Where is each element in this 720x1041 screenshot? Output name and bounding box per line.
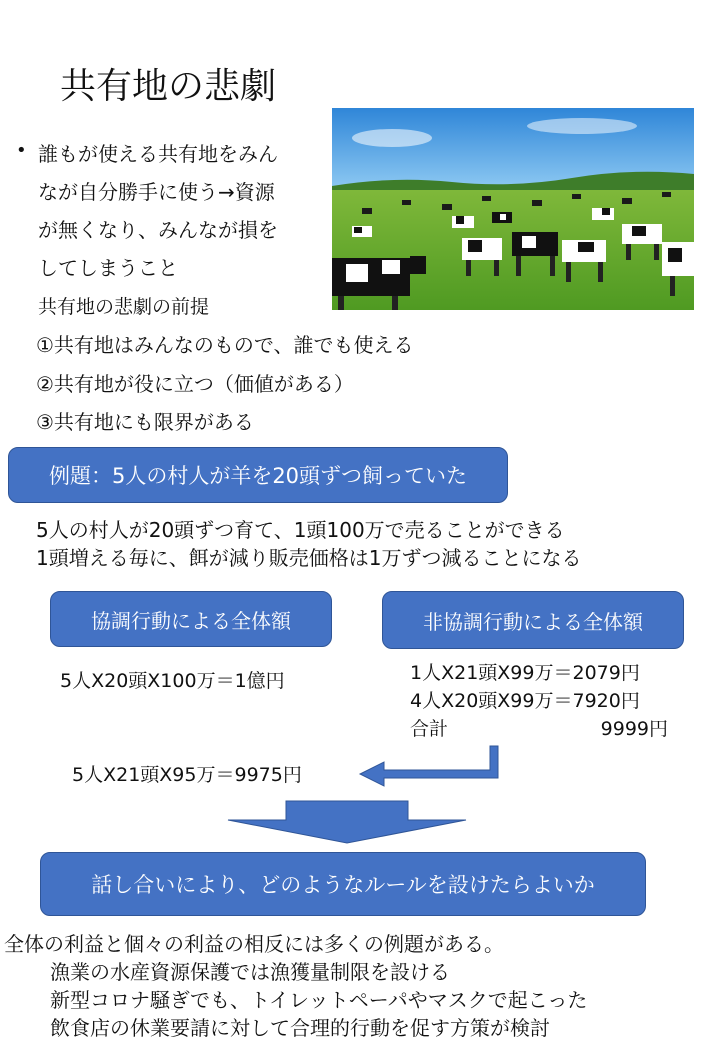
example-line: 5人の村人が20頭ずつ育て、1頭100万で売ることができる: [36, 518, 565, 542]
premise-item: ②共有地が役に立つ（価値がある）: [36, 372, 354, 396]
conclusion-lead: 全体の利益と個々の利益の相反には多くの例題がある。: [4, 932, 504, 956]
conclusion-item: 漁業の水産資源保護では漁獲量制限を設ける: [50, 960, 450, 984]
conclusion-item: 飲食店の休業要請に対して合理的行動を促す方策が検討: [50, 1016, 550, 1040]
cows-on-pasture-photo: [332, 108, 694, 310]
bent-left-arrow-icon: [356, 744, 502, 790]
premise-item: ③共有地にも限界がある: [36, 410, 254, 434]
bullet-marker: •: [16, 140, 27, 161]
noncooperative-row: 1人X21頭X99万＝2079円: [410, 662, 640, 684]
premise-item: ①共有地はみんなのもので、誰でも使える: [36, 333, 414, 357]
bullet-line: が無くなり、みんなが損を: [38, 218, 278, 242]
page-title: 共有地の悲劇: [60, 66, 277, 107]
bullet-line: なが自分勝手に使う→資源: [38, 180, 275, 204]
noncooperative-total-row: [410, 714, 668, 741]
total-value: 9999円: [600, 718, 668, 740]
down-arrow-icon: [226, 800, 468, 844]
bullet-line: 誰もが使える共有地をみん: [38, 142, 278, 166]
noncooperative-row: 4人X20頭X99万＝7920円: [410, 690, 640, 712]
example-line: 1頭増える毎に、餌が減り販売価格は1万ずつ減ることになる: [36, 546, 582, 570]
noncooperative-total-box: 非協調行動による全体額: [382, 591, 684, 649]
example-label-box: 例題：5人の村人が羊を20頭ずつ飼っていた: [8, 447, 508, 503]
conclusion-item: 新型コロナ騒ぎでも、トイレットペーパやマスクで起こった: [50, 988, 588, 1012]
cooperative-calc: 5人X20頭X100万＝1億円: [60, 670, 285, 692]
cooperative-total-box: 協調行動による全体額: [50, 591, 332, 647]
defection-calc: 5人X21頭X95万＝9975円: [72, 764, 302, 786]
premise-heading: 共有地の悲劇の前提: [38, 296, 210, 318]
total-label: 合計: [410, 718, 449, 740]
bullet-line: してしまうこと: [38, 256, 178, 280]
discussion-box: 話し合いにより、どのようなルールを設けたらよいか: [40, 852, 646, 916]
